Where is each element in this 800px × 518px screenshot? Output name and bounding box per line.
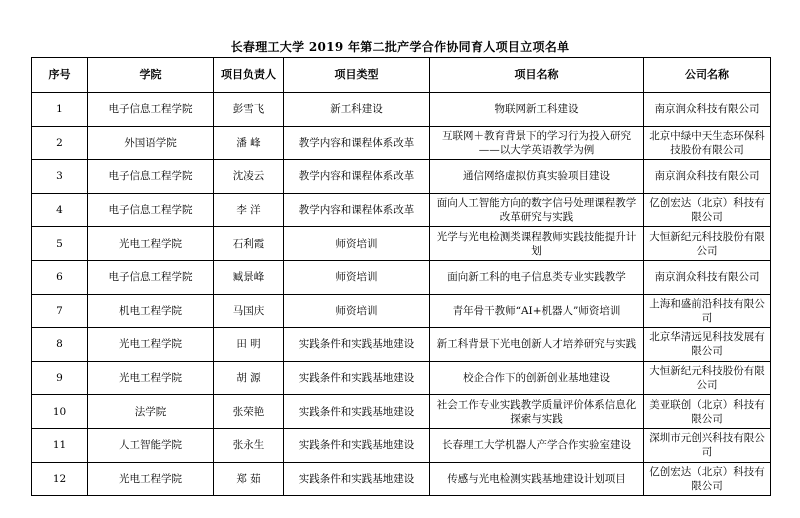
- cell-leader: 潘 峰: [214, 126, 284, 160]
- cell-project: 青年骨干教师“AI+机器人”师资培训: [430, 294, 644, 328]
- cell-company: 南京润众科技有限公司: [644, 160, 771, 194]
- project-list-table: [31, 57, 771, 496]
- cell-type: 师资培训: [284, 227, 430, 261]
- cell-project: 社会工作专业实践教学质量评价体系信息化探索与实践: [430, 395, 644, 429]
- cell-college: 法学院: [88, 395, 214, 429]
- cell-college: 光电工程学院: [88, 227, 214, 261]
- cell-project: 新工科背景下光电创新人才培养研究与实践: [430, 328, 644, 362]
- cell-type: 实践条件和实践基地建设: [284, 328, 430, 362]
- cell-college: 光电工程学院: [88, 361, 214, 395]
- document-title: 长春理工大学 2019 年第二批产学合作协同育人项目立项名单: [230, 40, 570, 54]
- cell-project: 物联网新工科建设: [430, 93, 644, 127]
- cell-project: 传感与光电检测实践基地建设计划项目: [430, 462, 644, 496]
- table-row: [32, 294, 771, 328]
- cell-leader: 郑 茹: [214, 462, 284, 496]
- cell-college: 电子信息工程学院: [88, 160, 214, 194]
- cell-type: 教学内容和课程体系改革: [284, 193, 430, 227]
- cell-company: 南京润众科技有限公司: [644, 260, 771, 294]
- cell-company: 深圳市元创兴科技有限公司: [644, 428, 771, 462]
- table-row: [32, 328, 771, 362]
- cell-project: 通信网络虚拟仿真实验项目建设: [430, 160, 644, 194]
- cell-no: 2: [32, 126, 88, 160]
- table-row: [32, 227, 771, 261]
- cell-college: 光电工程学院: [88, 462, 214, 496]
- cell-type: 师资培训: [284, 260, 430, 294]
- cell-project: 面向新工科的电子信息类专业实践教学: [430, 260, 644, 294]
- table-row: [32, 126, 771, 160]
- cell-company: 亿创宏达（北京）科技有限公司: [644, 462, 771, 496]
- cell-college: 外国语学院: [88, 126, 214, 160]
- cell-project: 校企合作下的创新创业基地建设: [430, 361, 644, 395]
- table-row: [32, 260, 771, 294]
- cell-college: 光电工程学院: [88, 328, 214, 362]
- cell-project: 互联网＋教育背景下的学习行为投入研究——以大学英语教学为例: [430, 126, 644, 160]
- cell-company: 北京中绿中天生态环保科技股份有限公司: [644, 126, 771, 160]
- cell-college: 电子信息工程学院: [88, 260, 214, 294]
- header-company: 公司名称: [644, 58, 771, 93]
- cell-leader: 臧景峰: [214, 260, 284, 294]
- cell-type: 实践条件和实践基地建设: [284, 361, 430, 395]
- cell-leader: 石利霞: [214, 227, 284, 261]
- cell-no: 12: [32, 462, 88, 496]
- cell-no: 9: [32, 361, 88, 395]
- cell-leader: 彭雪飞: [214, 93, 284, 127]
- header-no: 序号: [32, 58, 88, 93]
- table-row: [32, 93, 771, 127]
- cell-type: 师资培训: [284, 294, 430, 328]
- header-college: 学院: [88, 58, 214, 93]
- table-row: [32, 193, 771, 227]
- cell-no: 10: [32, 395, 88, 429]
- cell-leader: 李 洋: [214, 193, 284, 227]
- cell-no: 3: [32, 160, 88, 194]
- cell-leader: 胡 源: [214, 361, 284, 395]
- cell-type: 教学内容和课程体系改革: [284, 160, 430, 194]
- cell-leader: 张永生: [214, 428, 284, 462]
- cell-no: 11: [32, 428, 88, 462]
- cell-company: 亿创宏达（北京）科技有限公司: [644, 193, 771, 227]
- cell-company: 大恒新纪元科技股份有限公司: [644, 227, 771, 261]
- cell-company: 北京华清远见科技发展有限公司: [644, 328, 771, 362]
- cell-type: 实践条件和实践基地建设: [284, 428, 430, 462]
- cell-leader: 张荣艳: [214, 395, 284, 429]
- header-type: 项目类型: [284, 58, 430, 93]
- cell-company: 美亚联创（北京）科技有限公司: [644, 395, 771, 429]
- cell-project: 光学与光电检测类课程教师实践技能提升计划: [430, 227, 644, 261]
- table-row: [32, 395, 771, 429]
- cell-college: 电子信息工程学院: [88, 93, 214, 127]
- cell-project: 长春理工大学机器人产学合作实验室建设: [430, 428, 644, 462]
- cell-type: 实践条件和实践基地建设: [284, 395, 430, 429]
- cell-no: 8: [32, 328, 88, 362]
- cell-leader: 沈凌云: [214, 160, 284, 194]
- cell-type: 新工科建设: [284, 93, 430, 127]
- cell-college: 电子信息工程学院: [88, 193, 214, 227]
- cell-type: 教学内容和课程体系改革: [284, 126, 430, 160]
- cell-project: 面向人工智能方向的数字信号处理课程教学改革研究与实践: [430, 193, 644, 227]
- cell-company: 南京润众科技有限公司: [644, 93, 771, 127]
- table-row: [32, 462, 771, 496]
- table-row: [32, 160, 771, 194]
- cell-type: 实践条件和实践基地建设: [284, 462, 430, 496]
- cell-leader: 田 明: [214, 328, 284, 362]
- cell-no: 1: [32, 93, 88, 127]
- cell-no: 6: [32, 260, 88, 294]
- cell-no: 7: [32, 294, 88, 328]
- table-row: [32, 361, 771, 395]
- header-project: 项目名称: [430, 58, 644, 93]
- header-leader: 项目负责人: [214, 58, 284, 93]
- cell-no: 5: [32, 227, 88, 261]
- cell-company: 大恒新纪元科技股份有限公司: [644, 361, 771, 395]
- cell-no: 4: [32, 193, 88, 227]
- cell-leader: 马国庆: [214, 294, 284, 328]
- cell-college: 人工智能学院: [88, 428, 214, 462]
- cell-college: 机电工程学院: [88, 294, 214, 328]
- table-header-row: [32, 58, 771, 93]
- table-row: [32, 428, 771, 462]
- cell-company: 上海和盛前沿科技有限公司: [644, 294, 771, 328]
